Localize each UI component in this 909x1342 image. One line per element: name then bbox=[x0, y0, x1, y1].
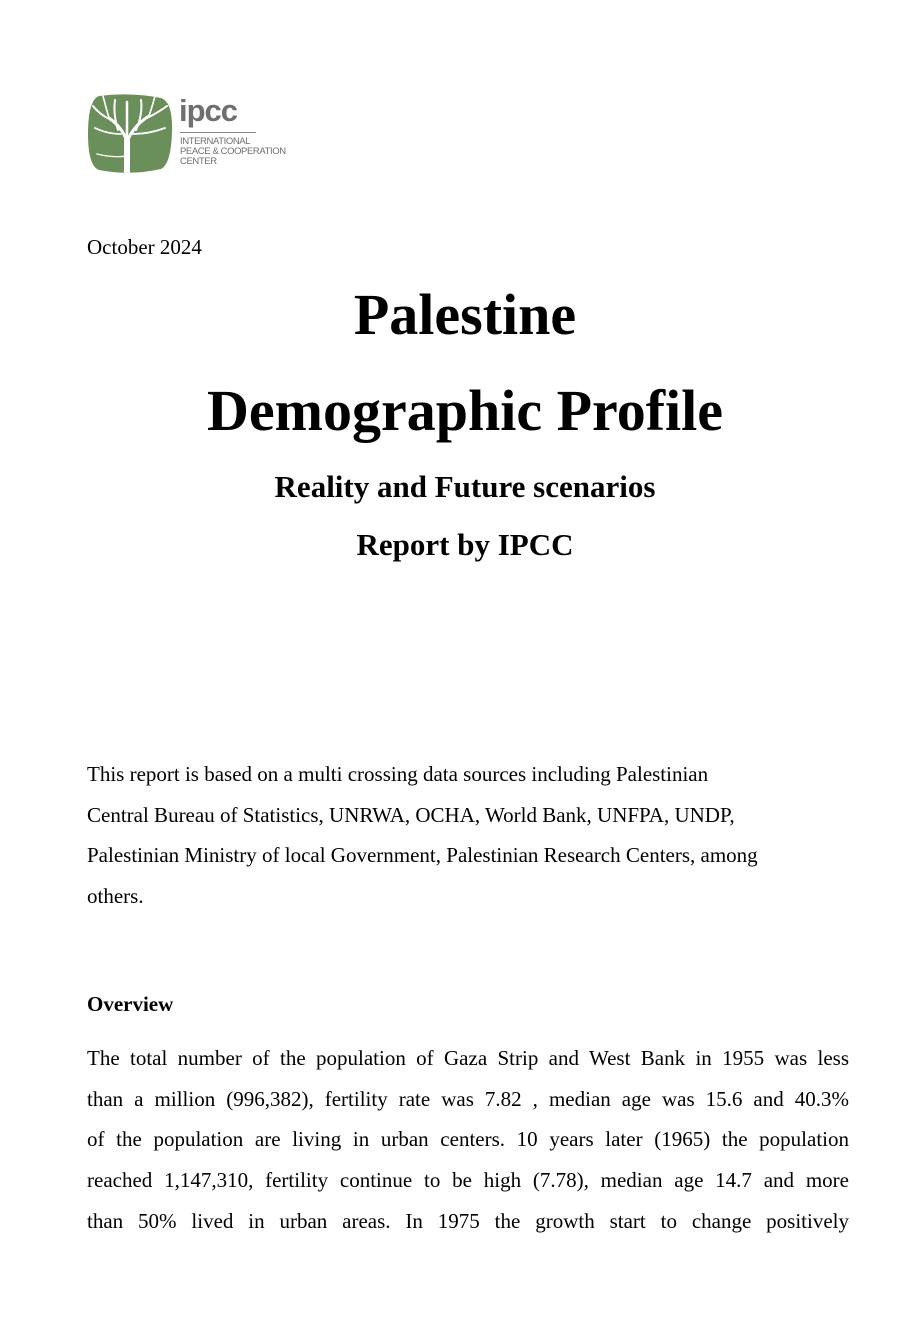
overview-heading: Overview bbox=[87, 992, 174, 1016]
intro-line: Central Bureau of Statistics, UNRWA, OCHA, World Bank, UNFPA, UNDP, bbox=[87, 802, 735, 827]
report-subtitle-line: Reality and Future scenarios bbox=[274, 469, 656, 504]
overview-line: than 50% lived in urban areas. In 1975 the growth start to change positively bbox=[87, 1208, 849, 1233]
intro-line: This report is based on a multi crossing data sources including Palestinian bbox=[87, 762, 709, 786]
tree-icon bbox=[87, 94, 173, 173]
logo-org-line: PEACE & COOPERATION bbox=[180, 146, 286, 157]
intro-paragraph bbox=[87, 754, 849, 917]
report-subtitle-line: Report by IPCC bbox=[356, 527, 574, 562]
logo-divider bbox=[180, 132, 256, 133]
ipcc-logo bbox=[87, 94, 302, 174]
intro-line: others. bbox=[87, 884, 144, 909]
overview-line: of the population are living in urban centers. 10 years later (1965) the population bbox=[87, 1127, 849, 1152]
logo-org-name bbox=[180, 137, 310, 167]
report-date: October 2024 bbox=[87, 235, 202, 259]
report-title-line: Demographic Profile bbox=[207, 378, 723, 443]
report-title-line: Palestine bbox=[353, 282, 577, 347]
overview-line: than a million (996,382), fertility rate was 7.82 , median age was 15.6 and 40.3% bbox=[87, 1086, 849, 1111]
overview-paragraph bbox=[87, 1038, 849, 1242]
logo-wordmark: ipcc bbox=[179, 93, 238, 128]
logo-org-line: INTERNATIONAL bbox=[180, 136, 251, 147]
intro-line: Palestinian Ministry of local Government, Palestinian Research Centers, among bbox=[87, 843, 758, 868]
logo-org-line: CENTER bbox=[180, 156, 217, 167]
overview-line: reached 1,147,310, fertility continue to be high (7.78), median age 14.7 and more bbox=[87, 1168, 849, 1193]
overview-line: The total number of the population of Gaza Strip and West Bank in 1955 was less bbox=[87, 1046, 849, 1070]
